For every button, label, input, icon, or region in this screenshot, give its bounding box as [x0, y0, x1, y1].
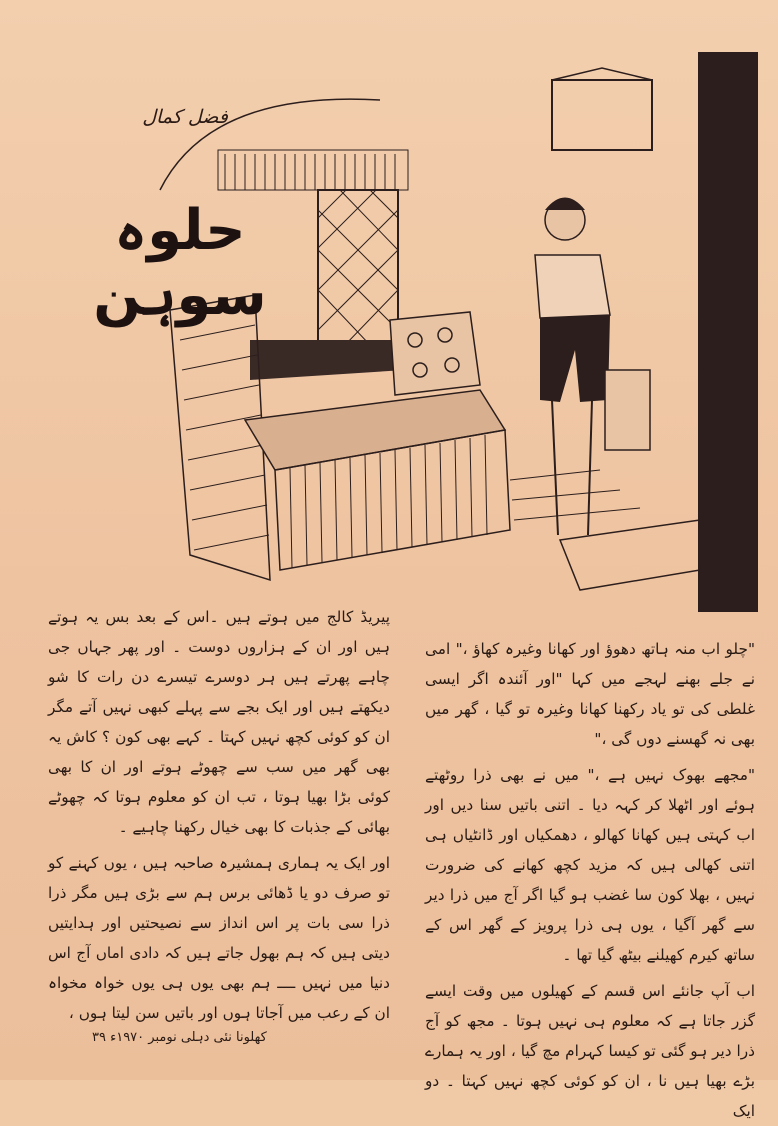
- story-title: حلوہ سوہن: [93, 198, 267, 328]
- page-footer: کھلونا نئی دہلی نومبر ۱۹۷۰ء ۳۹: [92, 1030, 267, 1045]
- paragraph: "چلو اب منہ ہاتھ دھوؤ اور کھانا وغیرہ کھاؤ ،" امی نے جلے بھنے لہجے میں کہا "اور آئندہ اگر ایسی غلطی کی تو یاد رکھنا کھانا وغیرہ تو گیا ، گھر میں بھی نہ گھسنے دوں گی ،": [425, 640, 755, 748]
- paragraph: "مجھے بھوک نہیں ہے ،" میں نے بھی ذرا روٹھتے ہوئے اور اٹھلا کر کہہ دیا ۔ اتنی باتیں سنا دیں اور اب کہتی ہیں کھانا کھالو ، دھمکیاں اور ڈانٹیاں ہی اتنی کھالی ہیں کہ مزید کچھ کھانے کی ضرورت نہیں ، بھلا کون سا غضب ہو گیا اگر آج میں ذرا دیر سے گھر آگیا ، یوں ہی ذرا پرویز کے گھر اس کے ساتھ کیرم کھیلنے بیٹھ گیا تھا ۔: [425, 766, 755, 964]
- paragraph: پیریڈ کالج میں ہوتے ہیں ۔اس کے بعد بس یہ ہوتے ہیں اور ان کے ہزاروں دوست ۔ اور پھر جہاں جی چاہے پھرتے ہیں ہر دوسرے تیسرے دن رات کا شو دیکھتے ہیں اور ایک بجے سے پہلے کبھی نہیں آتے مگر ان کو کوئی کچھ نہیں کہتا ۔ کہے بھی کون ؟ کاش یہ بھی گھر میں سب سے چھوٹے ہوتے اور ان کا بھی کوئی بڑا بھیا ہوتا ، تب ان کو معلوم ہوتا کہ چھوٹے بھائی کے جذبات کا بھی خیال رکھنا چاہیے ۔: [48, 608, 390, 836]
- text-column-left: [48, 602, 390, 1022]
- story-illustration: [40, 50, 765, 620]
- text-column-right: [425, 634, 755, 1120]
- paragraph: اب آپ جانئے اس قسم کے کھیلوں میں وقت ایسے گزر جاتا ہے کہ معلوم ہی نہیں ہوتا ۔ مجھ کو آج ذرا دیر ہو گئی تو کیسا کہرام مچ گیا ، اور یہ ہمارے بڑے بھیا ہیں نا ، ان کو کوئی کچھ نہیں کہتا ۔ دو ایک: [425, 982, 755, 1120]
- author-name: فضل کمال: [142, 106, 228, 128]
- paragraph: اور ایک یہ ہماری ہمشیرہ صاحبہ ہیں ، یوں کہنے کو تو صرف دو یا ڈھائی برس ہم سے بڑی ہیں مگر ذرا ذرا سی بات پر اس انداز سے نصیحتیں اور ہدایتیں دیتی ہیں کہ ہم بھول جاتے ہیں کہ دادی اماں آج اس دنیا میں نہیں ــــ ہم بھی یوں ہی یوں خواہ مخواہ ان کے رعب میں آجاتا ہوں اور باتیں سن لیتا ہوں ،: [48, 854, 390, 1022]
